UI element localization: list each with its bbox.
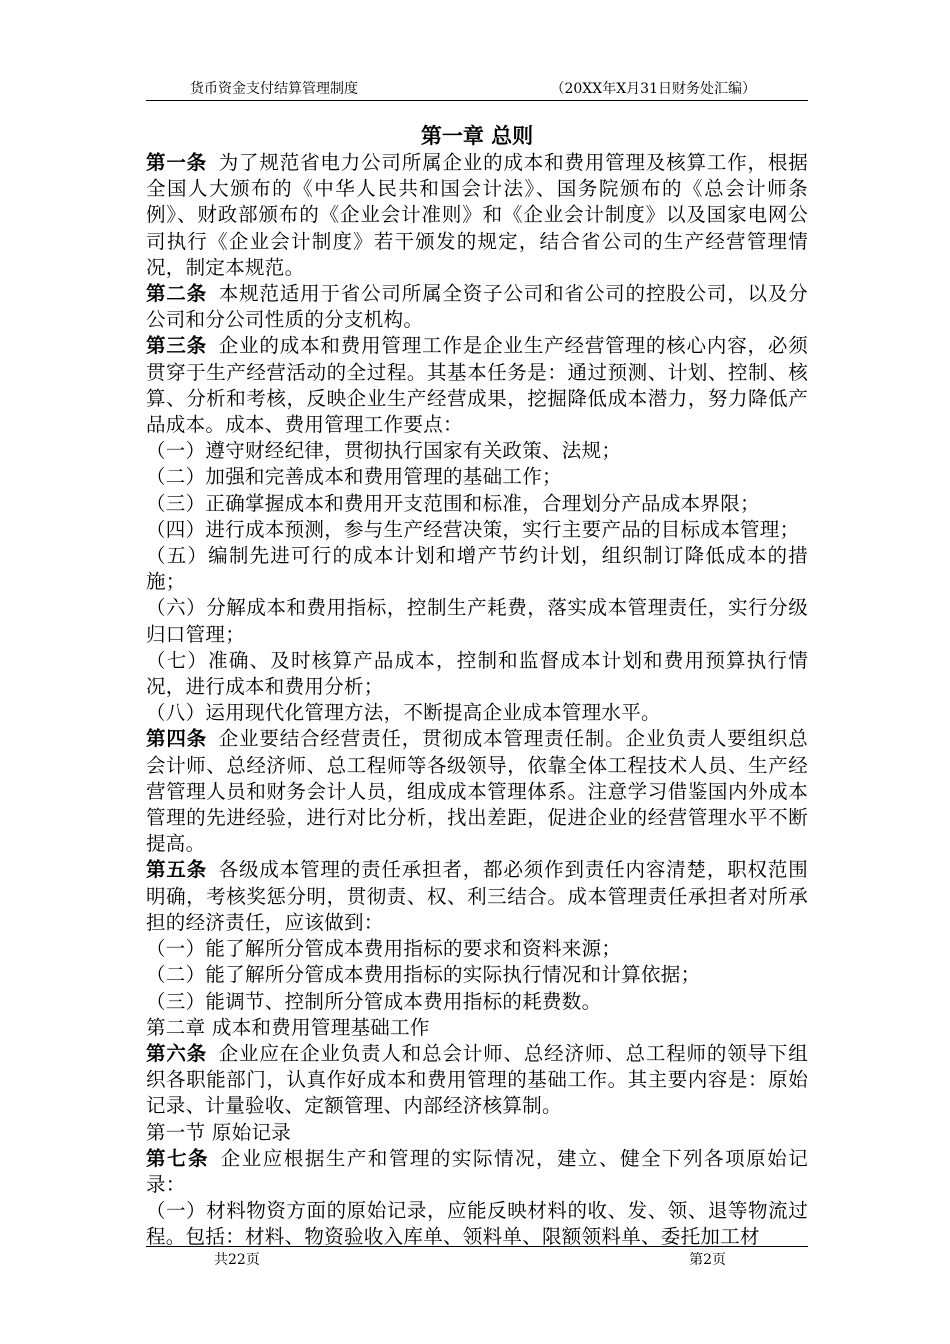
paragraph-text: 企业应根据生产和管理的实际情况，建立、健全下列各项原始记录： — [146, 1146, 809, 1196]
paragraph-text: 为了规范省电力公司所属企业的成本和费用管理及核算工作，根据全国人大颁布的《中华人民共和国会计法》、国务院颁布的《总会计师条例》、财政部颁布的《企业会计准则》和《企业会计制度》以及国家电网公司执行《企业会计制度》若干颁发的规定，结合省公司的生产经营管理情况，制定本规范。 — [146, 151, 809, 279]
paragraph — [146, 1015, 808, 1041]
article-label: 第一条 — [146, 151, 208, 174]
paragraph — [146, 648, 808, 700]
paragraph — [146, 1120, 808, 1146]
paragraph-text: （二）加强和完善成本和费用管理的基础工作； — [146, 465, 562, 489]
paragraph-text: 各级成本管理的责任承担者，都必须作到责任内容清楚，职权范围明确，考核奖惩分明，贯彻责、权、利三结合。成本管理责任承担者对所承担的经济责任，应该做到： — [146, 858, 809, 934]
paragraph-text: 企业应在企业负责人和总会计师、总经济师、总工程师的领导下组织各职能部门，认真作好成本和费用管理的基础工作。其主要内容是：原始记录、计量验收、定额管理、内部经济核算制。 — [146, 1041, 809, 1118]
article-label: 第六条 — [146, 1041, 208, 1065]
paragraph-text: 本规范适用于省公司所属全资子公司和省公司的控股公司，以及分公司和分公司性质的分支机构。 — [146, 282, 809, 332]
article-label: 第三条 — [146, 334, 208, 358]
paragraph — [146, 1041, 808, 1120]
chapter-title: 第一章 总则 — [420, 123, 534, 148]
paragraph-text: （三）能调节、控制所分管成本费用指标的耗费数。 — [146, 989, 602, 1013]
page-header — [146, 78, 808, 101]
paragraph — [146, 700, 808, 726]
paragraph-text: （四）进行成本预测，参与生产经营决策，实行主要产品的目标成本管理； — [146, 517, 800, 541]
paragraph — [146, 726, 808, 857]
paragraph-text: （三）正确掌握成本和费用开支范围和标准，合理划分产品成本界限； — [146, 491, 760, 515]
page-footer — [146, 1246, 808, 1269]
paragraph — [146, 857, 808, 936]
paragraph — [146, 517, 808, 543]
paragraph — [146, 1198, 808, 1250]
header-document-title: 货币资金支付结算管理制度 — [190, 81, 358, 97]
paragraph-list — [146, 150, 808, 1251]
paragraph — [146, 333, 808, 438]
footer-total-pages: 共22页 — [214, 1252, 260, 1268]
paragraph-text: （一）能了解所分管成本费用指标的要求和资料来源； — [146, 937, 622, 961]
paragraph-text: 第一节 原始记录 — [146, 1120, 292, 1144]
article-label: 第五条 — [146, 858, 208, 882]
article-label: 第二条 — [146, 282, 208, 306]
paragraph-text: （一）遵守财经纪律，贯彻执行国家有关政策、法规； — [146, 439, 622, 463]
article-label: 第七条 — [146, 1146, 210, 1170]
paragraph-text: 第二章 成本和费用管理基础工作 — [146, 1015, 430, 1039]
paragraph — [146, 491, 808, 517]
paragraph-text: （五）编制先进可行的成本计划和增产节约计划，组织制订降低成本的措施； — [146, 544, 808, 594]
paragraph-text: （六）分解成本和费用指标，控制生产耗费，落实成本管理责任，实行分级归口管理； — [146, 596, 808, 646]
paragraph — [146, 438, 808, 464]
paragraph — [146, 989, 808, 1015]
footer-page-number: 第2页 — [689, 1252, 726, 1268]
document-body — [146, 122, 808, 1251]
paragraph-text: （八）运用现代化管理方法，不断提高企业成本管理水平。 — [146, 701, 661, 725]
paragraph — [146, 464, 808, 490]
paragraph — [146, 281, 808, 333]
paragraph — [146, 936, 808, 962]
paragraph — [146, 543, 808, 595]
paragraph — [146, 1146, 808, 1198]
paragraph-text: 企业要结合经营责任，贯彻成本管理责任制。企业负责人要组织总会计师、总经济师、总工程师等各级领导，依靠全体工程技术人员、生产经营管理人员和财务会计人员，组成成本管理体系。注意学习借鉴国内外成本管理的先进经验，进行对比分析，找出差距，促进企业的经营管理水平不断提高。 — [146, 727, 809, 856]
paragraph-text: （七）准确、及时核算产品成本，控制和监督成本计划和费用预算执行情况，进行成本和费用分析； — [146, 648, 808, 699]
paragraph — [146, 962, 808, 988]
paragraph — [146, 150, 808, 281]
paragraph-text: （一）材料物资方面的原始记录，应能反映材料的收、发、领、退等物流过程。包括：材料、物资验收入库单、领料单、限额领料单、委托加工材 — [146, 1199, 808, 1249]
paragraph-text: 企业的成本和费用管理工作是企业生产经营管理的核心内容，必须贯穿于生产经营活动的全过程。其基本任务是：通过预测、计划、控制、核算、分析和考核，反映企业生产经营成果，挖掘降低成本潜力，努力降低产品成本。成本、费用管理工作要点： — [146, 334, 809, 437]
paragraph-text: （二）能了解所分管成本费用指标的实际执行情况和计算依据； — [146, 963, 701, 987]
header-compile-date: （20XX年X月31日财务处汇编） — [550, 81, 756, 97]
article-label: 第四条 — [146, 727, 208, 751]
paragraph — [146, 595, 808, 647]
